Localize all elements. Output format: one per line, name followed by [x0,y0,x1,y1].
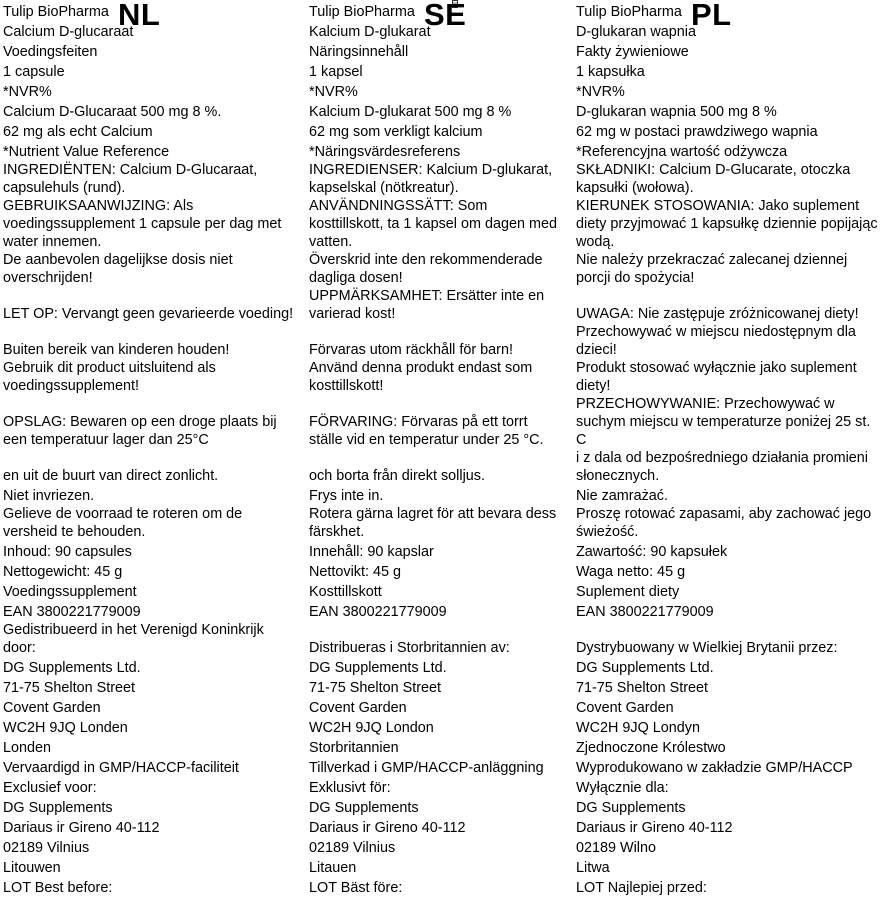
label-line: i z dala od bezpośredniego działania promieni [576,450,869,466]
label-line: kapselskal (nötkreatur). [309,180,459,196]
label-line: Calcium D-glucaraat [3,24,134,40]
label-line: EAN 3800221779009 [3,604,141,620]
label-line: 1 kapsel [309,64,363,80]
label-line: Innehåll: 90 kapslar [309,544,434,560]
label-line: LOT Najlepiej przed: [576,880,707,896]
label-line: 1 kapsułka [576,64,645,80]
language-code-pl: PL [691,0,732,32]
label-line: Dystrybuowany w Wielkiej Brytanii przez: [576,640,838,656]
label-line: INGREDIENSER: Kalcium D-glukarat, [309,162,553,178]
label-line: Produkt stosować wyłącznie jako suplement [576,360,857,376]
label-line: ställe vid en temperatur under 25 °C. [309,432,544,448]
label-line: PRZECHOWYWANIE: Przechowywać w [576,396,835,412]
label-line: Tulip BioPharma [576,4,682,20]
label-line: en uit de buurt van direct zonlicht. [3,468,219,484]
label-line: 02189 Vilnius [3,840,90,856]
label-line: *NVR% [309,84,358,100]
label-line: Gedistribueerd in het Verenigd Koninkrijk [3,622,264,638]
label-line: door: [3,640,36,656]
label-line: Litwa [576,860,610,876]
label-line: Förvaras utom räckhåll för barn! [309,342,513,358]
language-code-se: SE [424,0,467,32]
label-line: een temperatuur lager dan 25°C [3,432,209,448]
label-line: Vervaardigd in GMP/HACCP-faciliteit [3,760,239,776]
label-line: 71-75 Shelton Street [3,680,136,696]
label-line: 71-75 Shelton Street [309,680,442,696]
label-line: Gebruik dit product uitsluitend als [3,360,216,376]
label-line: Zjednoczone Królestwo [576,740,726,756]
label-line: Wyłącznie dla: [576,780,669,796]
label-line: Buiten bereik van kinderen houden! [3,342,230,358]
label-line: Nie należy przekraczać zalecanej dziennej [576,252,848,268]
label-line: 62 mg als echt Calcium [3,124,153,140]
label-line: Voedingssupplement [3,584,137,600]
label-line: färskhet. [309,524,365,540]
label-line: overschrijden! [3,270,93,286]
label-line: Nie zamrażać. [576,488,668,504]
label-line: INGREDIËNTEN: Calcium D-Glucaraat, [3,162,258,178]
label-line: LET OP: Vervangt geen gevarieerde voeding! [3,306,294,322]
label-line: porcji do spożycia! [576,270,695,286]
label-line: vatten. [309,234,353,250]
label-line: ANVÄNDNINGSSÄTT: Som [309,198,488,214]
label-line: Använd denna produkt endast som [309,360,533,376]
label-line: WC2H 9JQ Londen [3,720,128,736]
label-line: EAN 3800221779009 [576,604,714,620]
label-line: świeżość. [576,524,639,540]
label-line: Tulip BioPharma [3,4,109,20]
label-line: Dariaus ir Gireno 40-112 [576,820,733,836]
label-line: Litauen [309,860,357,876]
label-line: D-glukaran wapnia 500 mg 8 % [576,104,777,120]
label-line: Proszę rotować zapasami, aby zachować jego [576,506,872,522]
label-line: DG Supplements Ltd. [3,660,141,676]
label-line: Covent Garden [309,700,407,716]
label-line: Kalcium D-glukarat [309,24,431,40]
label-line: Överskrid inte den rekommenderade [309,252,543,268]
label-line: kosttillskott! [309,378,384,394]
label-line: versheid te behouden. [3,524,146,540]
label-line: 71-75 Shelton Street [576,680,709,696]
label-line: DG Supplements Ltd. [576,660,714,676]
label-line: Exclusief voor: [3,780,97,796]
label-line: Storbritannien [309,740,399,756]
label-line: Dariaus ir Gireno 40-112 [3,820,160,836]
label-line: 62 mg som verkligt kalcium [309,124,483,140]
label-line: Covent Garden [576,700,674,716]
label-line: suchym miejscu w temperaturze poniżej 25 st. [576,414,871,430]
label-line: SKŁADNIKI: Calcium D-Glucarate, otoczka [576,162,851,178]
label-line: Litouwen [3,860,61,876]
label-line: Rotera gärna lagret för att bevara dess [309,506,557,522]
label-line: Waga netto: 45 g [576,564,686,580]
label-line: Covent Garden [3,700,101,716]
label-line: voedingssupplement! [3,378,140,394]
label-line: KIERUNEK STOSOWANIA: Jako suplement [576,198,860,214]
label-line: Suplement diety [576,584,680,600]
label-line: DG Supplements [576,800,686,816]
label-line: FÖRVARING: Förvaras på ett torrt [309,414,528,430]
label-line: DG Supplements [309,800,419,816]
label-line: LOT Bäst före: [309,880,403,896]
label-line: Nettogewicht: 45 g [3,564,123,580]
label-line: UPPMÄRKSAMHET: Ersätter inte en [309,288,545,304]
label-line: Distribueras i Storbritannien av: [309,640,510,656]
label-line: Kosttillskott [309,584,382,600]
label-line: diety! [576,378,611,394]
label-line: water innemen. [3,234,102,250]
label-line: Nettovikt: 45 g [309,564,401,580]
label-line: Calcium D-Glucaraat 500 mg 8 %. [3,104,222,120]
label-line: wodą. [576,234,615,250]
label-line: DG Supplements Ltd. [309,660,447,676]
label-line: kosttillskott, ta 1 kapsel om dagen med [309,216,557,232]
label-line: Näringsinnehåll [309,44,409,60]
label-line: Tillverkad i GMP/HACCP-anläggning [309,760,544,776]
label-line: UWAGA: Nie zastępuje zróżnicowanej diety! [576,306,859,322]
label-line: De aanbevolen dagelijkse dosis niet [3,252,233,268]
label-line: 1 capsule [3,64,65,80]
label-line: Exklusivt för: [309,780,391,796]
label-line: GEBRUIKSAANWIJZING: Als [3,198,194,214]
label-line: kapsułki (wołowa). [576,180,694,196]
label-line: diety przyjmować 1 kapsułkę dziennie popijając [576,216,878,232]
label-line: voedingssupplement 1 capsule per dag met [3,216,282,232]
label-line: capsulehuls (rund). [3,180,126,196]
language-code-nl: NL [118,0,161,32]
label-line: *Referencyjna wartość odżywcza [576,144,788,160]
label-line: dzieci! [576,342,617,358]
label-line: D-glukaran wapnia [576,24,696,40]
label-line: och borta från direkt solljus. [309,468,485,484]
label-line: *Näringsvärdesreferens [309,144,461,160]
label-line: DG Supplements [3,800,113,816]
label-line: LOT Best before: [3,880,113,896]
label-line: Tulip BioPharma [309,4,415,20]
label-line: *NVR% [3,84,52,100]
label-line: Zawartość: 90 kapsułek [576,544,728,560]
label-line: Gelieve de voorraad te roteren om de [3,506,243,522]
label-line: Niet invriezen. [3,488,95,504]
label-line: Kalcium D-glukarat 500 mg 8 % [309,104,512,120]
label-line: Fakty żywieniowe [576,44,689,60]
label-line: WC2H 9JQ London [309,720,434,736]
label-line: Przechowywać w miejscu niedostępnym dla [576,324,856,340]
label-line: 02189 Wilno [576,840,656,856]
label-line: Frys inte in. [309,488,384,504]
label-line: Inhoud: 90 capsules [3,544,132,560]
label-line: WC2H 9JQ Londyn [576,720,700,736]
label-line: C [576,432,587,448]
label-line: varierad kost! [309,306,396,322]
label-line: Wyprodukowano w zakładzie GMP/HACCP [576,760,853,776]
label-line: 62 mg w postaci prawdziwego wapnia [576,124,818,140]
label-line: *Nutrient Value Reference [3,144,170,160]
label-line: Londen [3,740,52,756]
label-line: Voedingsfeiten [3,44,98,60]
label-line: słonecznych. [576,468,660,484]
label-line: 02189 Vilnius [309,840,396,856]
label-line: OPSLAG: Bewaren op een droge plaats bij [3,414,277,430]
label-line: Dariaus ir Gireno 40-112 [309,820,466,836]
label-line: EAN 3800221779009 [309,604,447,620]
label-line: dagliga dosen! [309,270,403,286]
label-line: *NVR% [576,84,625,100]
